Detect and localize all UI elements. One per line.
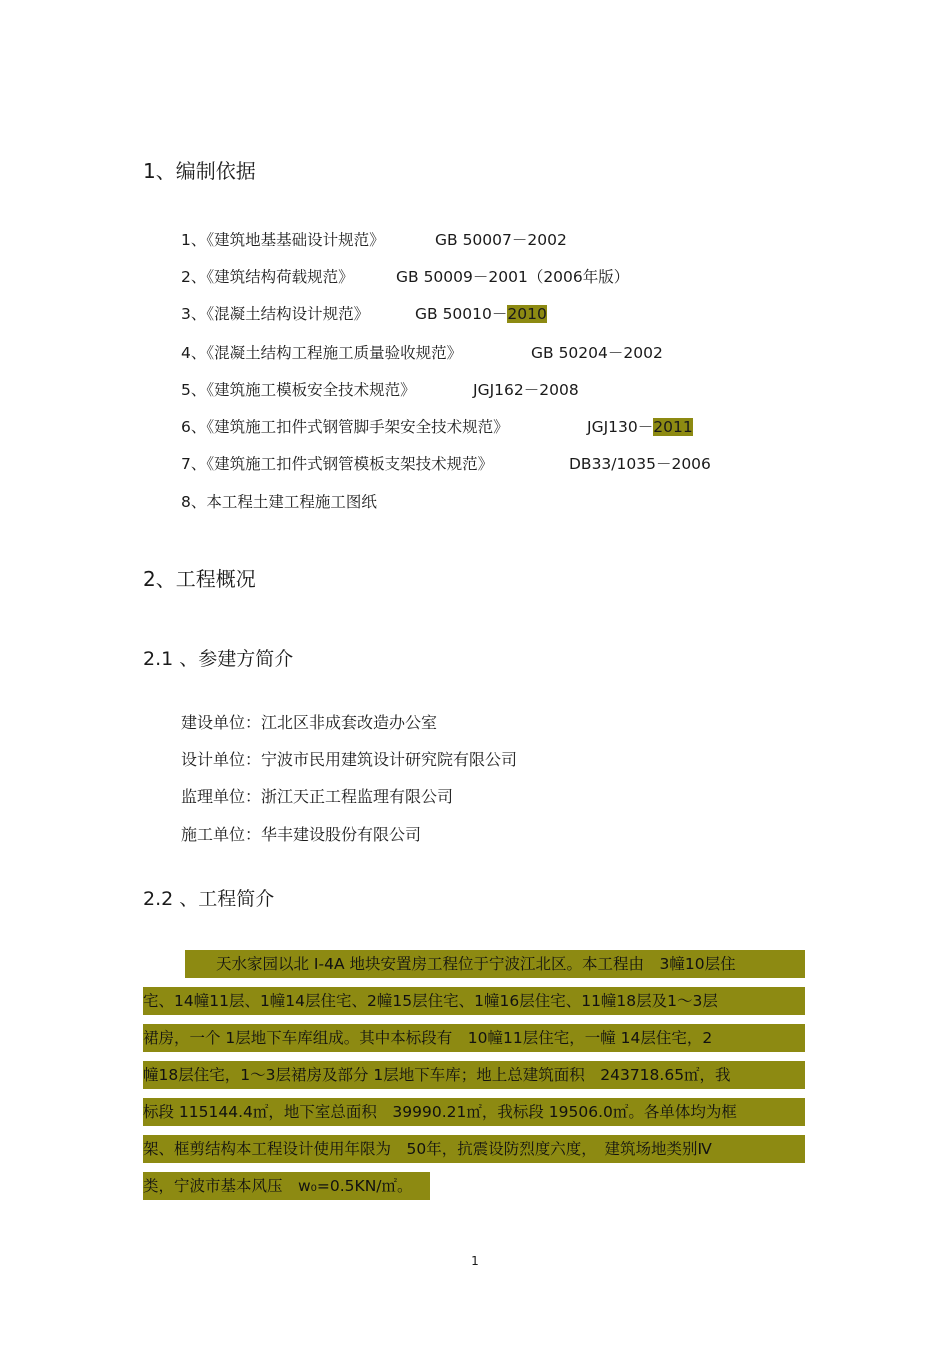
reference-item xyxy=(181,303,547,325)
reference-code-highlight: 2010 xyxy=(507,305,547,323)
paragraph-line: 裙房，一个 1层地下车库组成。其中本标段有 10幢11层住宅，一幢 14层住宅，2 xyxy=(143,1024,805,1052)
reference-item xyxy=(181,416,693,438)
reference-code: JGJ162－2008 xyxy=(473,381,579,399)
paragraph-line: 天水家园以北 I-4A 地块安置房工程位于宁波江北区。本工程由 3幢10层住 xyxy=(185,950,805,978)
subsection-heading-parties: 2.1 、参建方简介 xyxy=(143,648,294,670)
reference-title: 1、《建筑地基基础设计规范》 xyxy=(181,231,385,249)
reference-item xyxy=(181,229,567,251)
reference-title: 4、《混凝土结构工程施工质量验收规范》 xyxy=(181,344,463,362)
reference-title: 8、本工程土建工程施工图纸 xyxy=(181,493,377,511)
page-number: 1 xyxy=(471,1254,479,1268)
paragraph-line: 宅、14幢11层、1幢14层住宅、2幢15层住宅、1幢16层住宅、11幢18层及1～3层 xyxy=(143,987,805,1015)
reference-item xyxy=(181,266,630,288)
reference-title: 3、《混凝土结构设计规范》 xyxy=(181,305,370,323)
reference-item xyxy=(181,491,377,513)
reference-code: GB 50009－2001（2006年版） xyxy=(396,268,630,286)
reference-title: 6、《建筑施工扣件式钢管脚手架安全技术规范》 xyxy=(181,418,509,436)
reference-item xyxy=(181,342,663,364)
reference-item xyxy=(181,453,711,475)
party-item: 建设单位：江北区非成套改造办公室 xyxy=(181,713,438,732)
party-item: 监理单位：浙江天正工程监理有限公司 xyxy=(181,787,454,806)
party-item: 施工单位：华丰建设股份有限公司 xyxy=(181,825,422,844)
subsection-heading-project: 2.2 、工程简介 xyxy=(143,888,275,910)
paragraph-line: 类，宁波市基本风压 w₀=0.5KN/㎡。 xyxy=(143,1172,430,1200)
reference-code: DB33/1035－2006 xyxy=(569,455,711,473)
reference-title: 7、《建筑施工扣件式钢管模板支架技术规范》 xyxy=(181,455,494,473)
paragraph-line: 标段 115144.4㎡，地下室总面积 39990.21㎡，我标段 19506.0㎡。各单体均为框 xyxy=(143,1098,805,1126)
section-heading-basis: 1、编制依据 xyxy=(143,159,256,183)
reference-title: 5、《建筑施工模板安全技术规范》 xyxy=(181,381,416,399)
reference-code-highlight: 2011 xyxy=(653,418,693,436)
reference-title: 2、《建筑结构荷载规范》 xyxy=(181,268,354,286)
party-item: 设计单位：宁波市民用建筑设计研究院有限公司 xyxy=(181,750,518,769)
reference-code: JGJ130－ xyxy=(587,418,654,436)
reference-code: GB 50204－2002 xyxy=(531,344,663,362)
section-heading-overview: 2、工程概况 xyxy=(143,567,256,591)
paragraph-line: 幢18层住宅，1～3层裙房及部分 1层地下车库；地上总建筑面积 243718.65㎡，我 xyxy=(143,1061,805,1089)
paragraph-line: 架、框剪结构本工程设计使用年限为 50年，抗震设防烈度六度， 建筑场地类别Ⅳ xyxy=(143,1135,805,1163)
reference-code: GB 50007－2002 xyxy=(435,231,567,249)
reference-code: GB 50010－ xyxy=(415,305,508,323)
reference-item xyxy=(181,379,579,401)
